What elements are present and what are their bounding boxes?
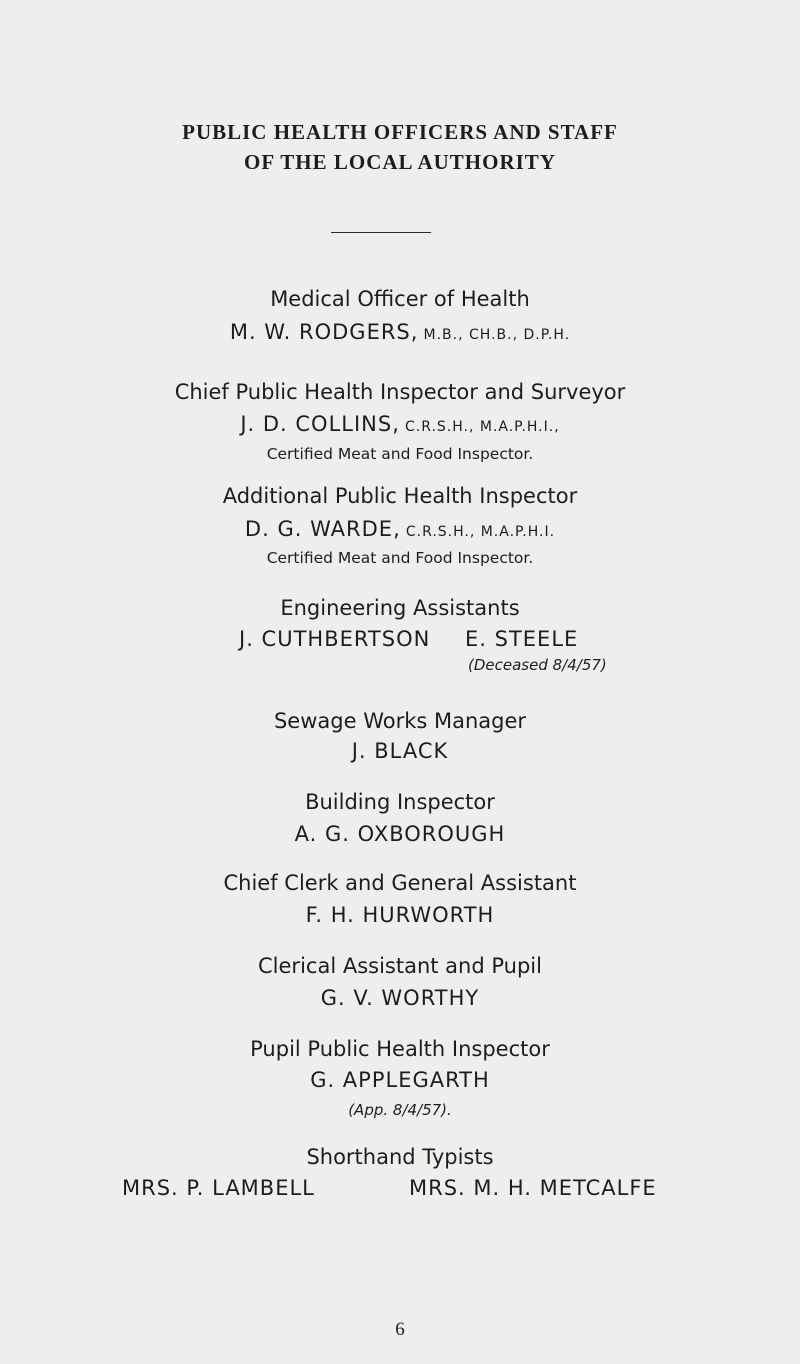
additional-phi-role: Additional Public Health Inspector [222,484,578,508]
engineering-note-2: (Deceased 8/4/57) [468,656,607,674]
clerical-role: Clerical Assistant and Pupil [258,954,542,978]
additional-phi-quals: C.R.S.H., M.A.P.H.I. [405,524,556,540]
typists-name-2: MRS. M. H. METCALFE [409,1176,657,1200]
engineering-role: Engineering Assistants [280,596,520,620]
building-role: Building Inspector [305,790,495,814]
additional-phi-entry [0,517,800,541]
chief-phi-entry [0,412,800,436]
moh-entry [0,320,800,344]
pupil-phi-name: G. APPLEGARTH [310,1068,490,1092]
page-number: 6 [395,1319,405,1340]
moh-name: M. W. RODGERS, [229,320,419,344]
additional-phi-note: Certified Meat and Food Inspector. [266,549,534,567]
document-title-line-1: PUBLIC HEALTH OFFICERS AND STAFF [182,120,618,144]
chief-phi-role: Chief Public Health Inspector and Surveyor [174,380,626,404]
additional-phi-name: D. G. WARDE, [244,517,401,541]
chief-clerk-name: F. H. HURWORTH [305,903,495,927]
engineering-name-1: J. CUTHBERTSON [239,627,431,651]
document-title-line-2: OF THE LOCAL AUTHORITY [244,150,556,174]
chief-clerk-role: Chief Clerk and General Assistant [223,871,577,895]
chief-phi-quals: C.R.S.H., M.A.P.H.I., [405,419,560,435]
pupil-phi-note: (App. 8/4/57). [348,1101,452,1119]
moh-quals: M.B., CH.B., D.P.H. [423,327,571,343]
title-divider [331,232,431,233]
pupil-phi-role: Pupil Public Health Inspector [250,1037,550,1061]
clerical-name: G. V. WORTHY [320,986,480,1010]
sewage-role: Sewage Works Manager [273,709,527,733]
chief-phi-name: J. D. COLLINS, [240,412,400,436]
sewage-name: J. BLACK [351,739,449,763]
typists-name-1: MRS. P. LAMBELL [122,1176,315,1200]
building-name: A. G. OXBOROUGH [294,822,506,846]
typists-role: Shorthand Typists [306,1145,494,1169]
engineering-name-2: E. STEELE [465,627,579,651]
chief-phi-note: Certified Meat and Food Inspector. [266,445,534,463]
moh-role: Medical Officer of Health [270,287,530,311]
